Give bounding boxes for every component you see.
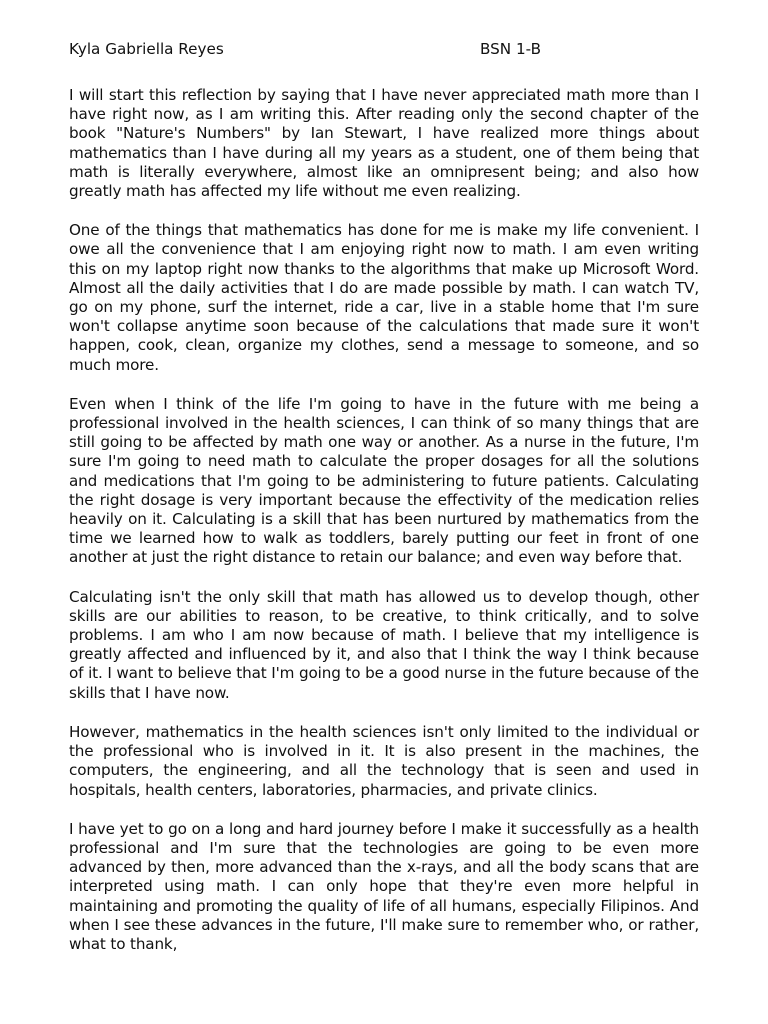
paragraph: Even when I think of the life I'm going to have in the future with me being a professional involved in the health sciences, I can think of so many things that are still going to be affected by math one way or another. As a nurse in the future, I'm sure I'm going to need math to calculate the proper dosages for all the solutions and medications that I'm going to be administering to future patients. Calculating the right dosage is very important because the effectivity of the medication relies heavily on it. Calculating is a skill that has been nurtured by mathematics from the time we learned how to walk as toddlers, barely putting our feet in front of one another at just the right distance to retain our balance; and even way before that. [69, 394, 699, 567]
paragraph: I have yet to go on a long and hard journey before I make it successfully as a health professional and I'm sure that the technologies are going to be even more advanced by then, more advanced than the x-rays, and all the body scans that are interpreted using math. I can only hope that they're even more helpful in maintaining and promoting the quality of life of all humans, especially Filipinos. And when I see these advances in the future, I'll make sure to remember who, or rather, what to thank, [69, 819, 699, 953]
author-name: Kyla Gabriella Reyes [69, 40, 224, 58]
reflection-body [69, 86, 699, 954]
paragraph: However, mathematics in the health sciences isn't only limited to the individual or the professional who is involved in it. It is also present in the machines, the computers, the engineering, and all the technology that is seen and used in hospitals, health centers, laboratories, pharmacies, and private clinics. [69, 722, 699, 799]
document-header [69, 38, 699, 60]
class-section: BSN 1-B [480, 40, 542, 58]
paragraph: I will start this reflection by saying that I have never appreciated math more than I have right now, as I am writing this. After reading only the second chapter of the book "Nature's Numbers" by Ian Stewart, I have realized more things about mathematics than I have during all my years as a student, one of them being that math is literally everywhere, almost like an omnipresent being; and also how greatly math has affected my life without me even realizing. [69, 86, 699, 201]
paragraph: One of the things that mathematics has done for me is make my life convenient. I owe all the convenience that I am enjoying right now to math. I am even writing this on my laptop right now thanks to the algorithms that make up Microsoft Word. Almost all the daily activities that I do are made possible by math. I can watch TV, go on my phone, surf the internet, ride a car, live in a stable home that I'm sure won't collapse anytime soon because of the calculations that made sure it won't happen, cook, clean, organize my clothes, send a message to someone, and so much more. [69, 221, 699, 374]
paragraph: Calculating isn't the only skill that math has allowed us to develop though, other skills are our abilities to reason, to be creative, to think critically, and to solve problems. I am who I am now because of math. I believe that my intelligence is greatly affected and influenced by it, and also that I think the way I think because of it. I want to believe that I'm going to be a good nurse in the future because of the skills that I have now. [69, 587, 699, 702]
